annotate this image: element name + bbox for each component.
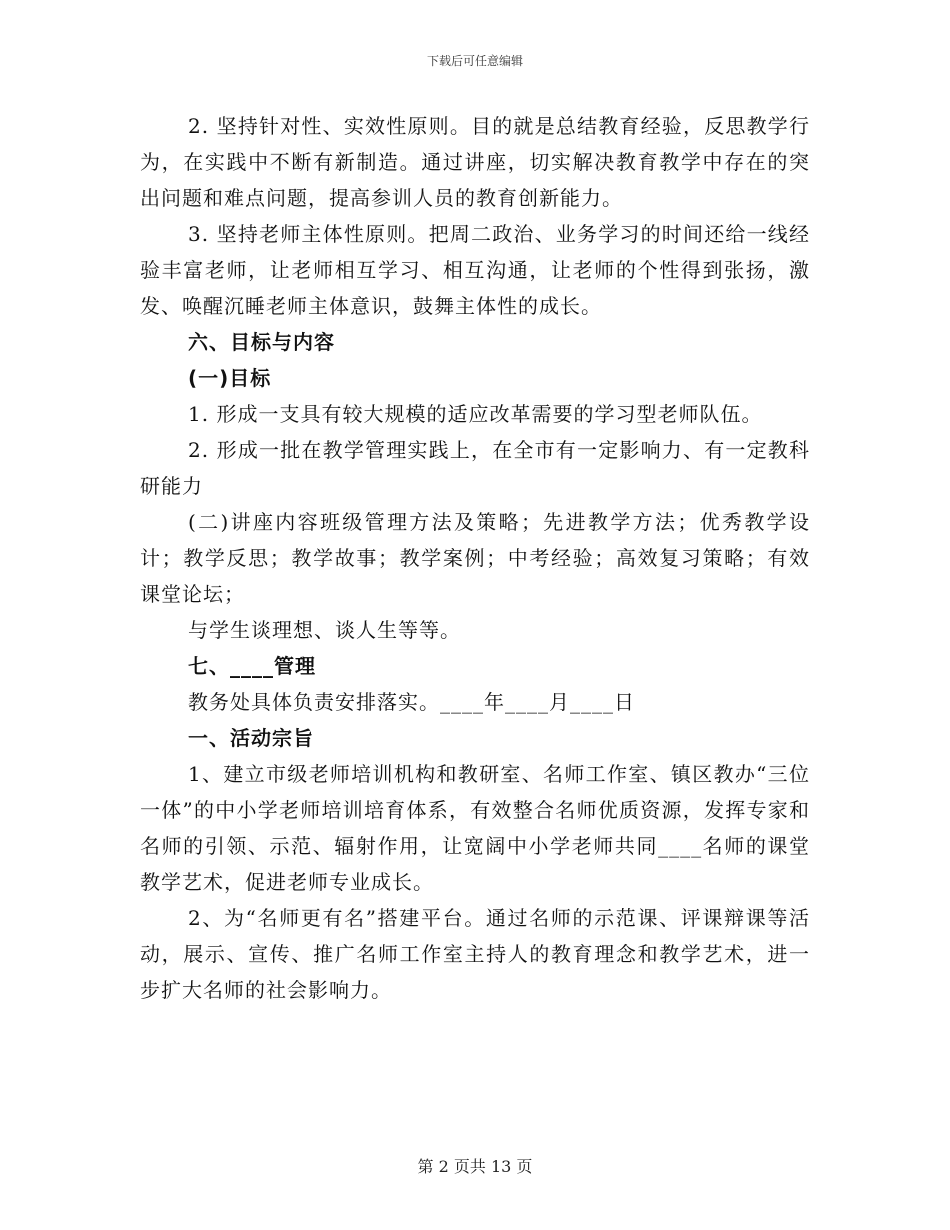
paragraph-lecture-content-cont: 与学生谈理想、谈人生等等。 [188,618,461,642]
document-body [140,108,810,1008]
paragraph-purpose-1: 1、建立市级老师培训机构和教研室、名师工作室、镇区教办“三位一体”的中小学老师培训培育体系，有效整合名师优质资源，发挥专家和名师的引领、示范、辐射作用，让宽阔中小学老师共同____名师的课堂教学艺术，促进老师专业成长。 [140,762,810,894]
paragraph-management: 教务处具体负责安排落实。____年____月____日 [188,690,635,714]
paragraph-principle-2: 2. 坚持针对性、实效性原则。目的就是总结教育经验，反思教学行为，在实践中不断有新制造。通过讲座，切实解决教育教学中存在的突出问题和难点问题，提高参训人员的教育创新能力。 [140,114,810,210]
header-note: 下载后可任意编辑 [426,54,523,68]
subheading-goals: (一)目标 [188,366,272,390]
paragraph-purpose-2: 2、为“名师更有名”搭建平台。通过名师的示范课、评课辩课等活动，展示、宣传、推广名师工作室主持人的教育理念和教学艺术，进一步扩大名师的社会影响力。 [140,906,810,1002]
paragraph-principle-3: 3. 坚持老师主体性原则。把周二政治、业务学习的时间还给一线经验丰富老师，让老师相互学习、相互沟通，让老师的个性得到张扬，激发、唤醒沉睡老师主体意识，鼓舞主体性的成长。 [140,222,810,318]
paragraph-goal-2: 2. 形成一批在教学管理实践上，在全市有一定影响力、有一定教科研能力 [140,438,810,498]
page-number: 第 2 页共 13 页 [417,1157,533,1176]
section-heading-management: 七、____管理 [188,654,316,678]
section-heading-goals-content: 六、目标与内容 [188,330,335,354]
section-heading-purpose: 一、活动宗旨 [188,726,314,750]
paragraph-goal-1: 1. 形成一支具有较大规模的适应改革需要的学习型老师队伍。 [188,402,763,426]
paragraph-lecture-content: (二)讲座内容班级管理方法及策略；先进教学方法；优秀教学设计；教学反思；教学故事；教学案例；中考经验；高效复习策略；有效课堂论坛； [140,510,810,606]
